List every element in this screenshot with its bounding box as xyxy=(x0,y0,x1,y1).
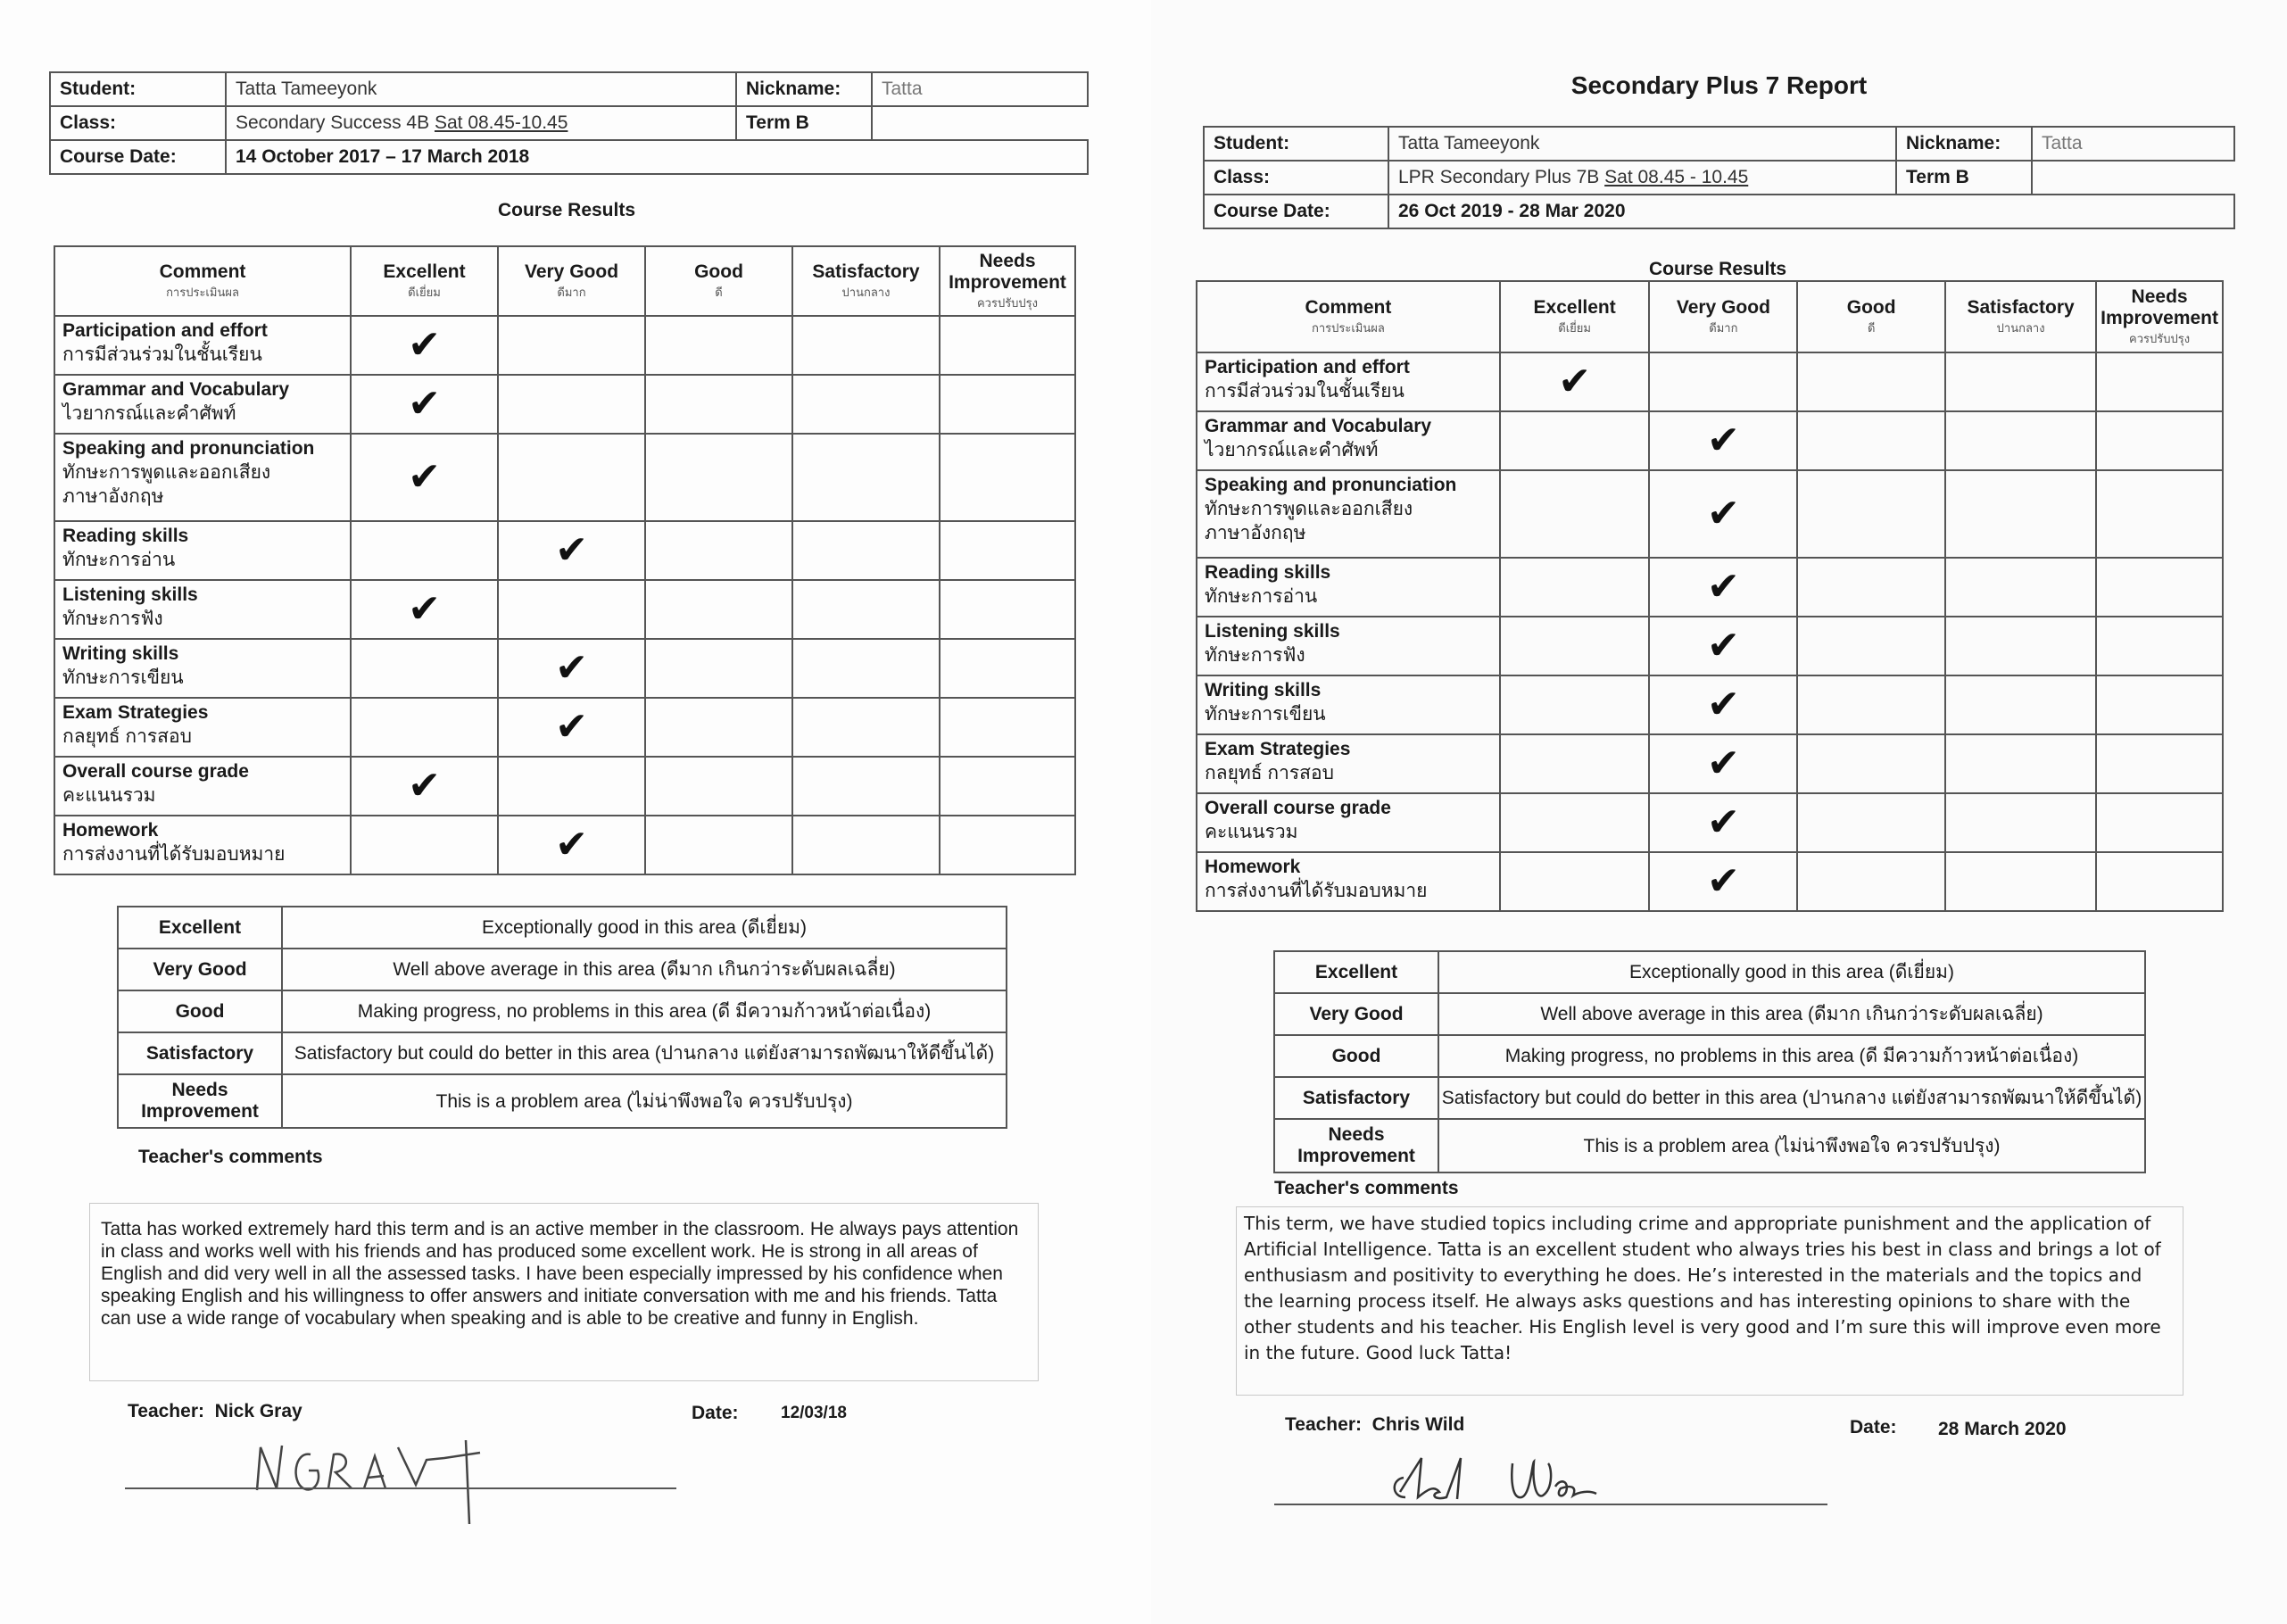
criterion-en: Speaking and pronunciation xyxy=(1205,475,1457,495)
criterion-th: การส่งงานที่ได้รับมอบหมาย xyxy=(1205,881,1428,901)
criterion-label xyxy=(54,375,351,434)
legend-term: Needs Improvement xyxy=(118,1074,282,1128)
legend-term: Satisfactory xyxy=(118,1032,282,1074)
rating-cell-good xyxy=(1797,558,1945,617)
nickname-label: Nickname: xyxy=(736,72,872,106)
rating-cell-needs-improvement xyxy=(2096,793,2223,852)
rating-cell-very-good xyxy=(498,639,645,698)
grade-legend-table xyxy=(1273,950,2146,1173)
criterion-label xyxy=(54,521,351,580)
check-mark-icon: ✔ xyxy=(408,382,441,426)
legend-term: Very Good xyxy=(1274,993,1438,1035)
rating-cell-good xyxy=(645,757,792,816)
legend-row xyxy=(1274,1035,2145,1077)
course-results-heading: Course Results xyxy=(497,200,636,220)
check-mark-icon: ✔ xyxy=(1706,418,1740,462)
rating-cell-good xyxy=(1797,675,1945,734)
header-very-good: Very Good ดีมาก xyxy=(1649,281,1797,352)
rating-cell-very-good xyxy=(498,580,645,639)
rating-cell-excellent xyxy=(1500,734,1650,793)
rating-cell-needs-improvement xyxy=(940,316,1075,375)
legend-row xyxy=(118,1032,1007,1074)
legend-term: Good xyxy=(118,990,282,1032)
teacher-comment-text: Tatta has worked extremely hard this term and is an active member in the classroom. He always pays attention in class and works well with his friends and has produced some excellent work. He is strong in all areas of English and did very well in all the assessed tasks. I have been especially impressed by his confidence when speaking English and his willingness to offer answers and initiate conversation with me and his friends. Tatta can use a wide range of vocabulary when speaking and is able to be creative and funny in English. xyxy=(89,1203,1039,1381)
criterion-en: Speaking and pronunciation xyxy=(62,438,315,459)
check-mark-icon: ✔ xyxy=(1706,683,1740,726)
legend-term: Satisfactory xyxy=(1274,1077,1438,1119)
student-label: Student: xyxy=(1204,127,1388,161)
legend-description: Making progress, no problems in this area (ดี มีความก้าวหน้าต่อเนื่อง) xyxy=(282,990,1007,1032)
criterion-th: ทักษะการพูดและออกเสียงภาษาอังกฤษ xyxy=(62,462,271,507)
legend-description: Satisfactory but could do better in this area (ปานกลาง แต่ยังสามารถพัฒนาให้ดีขึ้นได้) xyxy=(282,1032,1007,1074)
criterion-en: Writing skills xyxy=(1205,680,1322,700)
student-info-table xyxy=(49,71,1089,175)
check-mark-icon: ✔ xyxy=(555,646,588,690)
results-row xyxy=(54,698,1075,757)
criterion-th: การมีส่วนร่วมในชั้นเรียน xyxy=(62,344,262,365)
legend-row xyxy=(1274,1077,2145,1119)
results-row xyxy=(54,316,1075,375)
legend-description: Exceptionally good in this area (ดีเยี่ยม) xyxy=(1438,951,2145,993)
criterion-label xyxy=(54,316,351,375)
rating-cell-satisfactory xyxy=(1945,352,2096,411)
teacher-name: Chris Wild xyxy=(1371,1414,1465,1435)
rating-cell-very-good xyxy=(1649,617,1797,675)
criterion-th: ทักษะการพูดและออกเสียงภาษาอังกฤษ xyxy=(1205,499,1413,543)
results-row xyxy=(1197,558,2223,617)
criterion-th: ทักษะการอ่าน xyxy=(1205,586,1318,607)
criterion-label xyxy=(54,639,351,698)
results-row xyxy=(1197,852,2223,911)
rating-cell-satisfactory xyxy=(792,757,940,816)
rating-cell-excellent xyxy=(351,580,498,639)
rating-cell-very-good xyxy=(1649,352,1797,411)
check-mark-icon: ✔ xyxy=(408,764,441,808)
header-satisfactory: Satisfactory ปานกลาง xyxy=(1945,281,2096,352)
results-row xyxy=(54,521,1075,580)
criterion-th: ทักษะการเขียน xyxy=(1205,704,1326,725)
legend-rows xyxy=(118,907,1007,1128)
legend-row xyxy=(118,990,1007,1032)
rating-cell-needs-improvement xyxy=(940,580,1075,639)
rating-cell-good xyxy=(645,375,792,434)
criterion-en: Overall course grade xyxy=(62,761,249,782)
date-label: Date: xyxy=(1850,1417,1897,1438)
rating-cell-needs-improvement xyxy=(940,375,1075,434)
criterion-label xyxy=(1197,617,1500,675)
signature-line xyxy=(125,1487,676,1489)
rating-cell-very-good xyxy=(498,757,645,816)
rating-cell-good xyxy=(645,580,792,639)
check-mark-icon: ✔ xyxy=(1706,859,1740,903)
rating-cell-excellent xyxy=(1500,411,1650,470)
nickname-value: Tatta xyxy=(872,72,1088,106)
rating-cell-excellent xyxy=(1500,793,1650,852)
criterion-label xyxy=(54,434,351,521)
rating-cell-good xyxy=(645,639,792,698)
date-label: Date: xyxy=(692,1403,739,1423)
legend-term: Excellent xyxy=(118,907,282,949)
rating-cell-very-good xyxy=(498,434,645,521)
legend-description: Well above average in this area (ดีมาก เกินกว่าระดับผลเฉลี่ย) xyxy=(282,949,1007,990)
class-label: Class: xyxy=(50,106,226,140)
criterion-th: ทักษะการฟัง xyxy=(1205,645,1305,666)
results-row xyxy=(1197,675,2223,734)
criterion-label xyxy=(1197,470,1500,558)
criterion-en: Writing skills xyxy=(62,643,179,664)
criterion-th: การส่งงานที่ได้รับมอบหมาย xyxy=(62,844,286,865)
rating-cell-good xyxy=(1797,411,1945,470)
rating-cell-very-good xyxy=(498,316,645,375)
results-row xyxy=(54,375,1075,434)
criterion-label xyxy=(54,580,351,639)
criterion-label xyxy=(1197,734,1500,793)
rating-cell-very-good xyxy=(1649,852,1797,911)
rating-cell-good xyxy=(645,434,792,521)
criterion-label xyxy=(1197,793,1500,852)
rating-cell-good xyxy=(1797,852,1945,911)
results-row xyxy=(1197,793,2223,852)
check-mark-icon: ✔ xyxy=(555,528,588,572)
check-mark-icon: ✔ xyxy=(1706,624,1740,667)
rating-cell-excellent xyxy=(1500,675,1650,734)
course-results-table xyxy=(1196,280,2224,912)
rating-cell-excellent xyxy=(351,375,498,434)
header-satisfactory: Satisfactory ปานกลาง xyxy=(792,246,940,316)
criterion-en: Exam Strategies xyxy=(1205,739,1351,759)
check-mark-icon: ✔ xyxy=(408,323,441,367)
rating-cell-needs-improvement xyxy=(2096,617,2223,675)
teachers-comments-heading: Teacher's comments xyxy=(1274,1178,1459,1198)
header-good: Good ดี xyxy=(645,246,792,316)
criterion-en: Grammar and Vocabulary xyxy=(62,379,290,400)
criterion-label xyxy=(54,816,351,874)
results-row xyxy=(54,757,1075,816)
rating-cell-good xyxy=(645,521,792,580)
teacher-label: Teacher: xyxy=(1285,1414,1362,1435)
rating-cell-very-good xyxy=(498,816,645,874)
criterion-en: Exam Strategies xyxy=(62,702,209,723)
legend-description: This is a problem area (ไม่น่าพึงพอใจ ควรปรับปรุง) xyxy=(282,1074,1007,1128)
results-row xyxy=(1197,411,2223,470)
rating-cell-excellent xyxy=(351,698,498,757)
rating-cell-satisfactory xyxy=(1945,617,2096,675)
rating-cell-needs-improvement xyxy=(2096,411,2223,470)
legend-description: Exceptionally good in this area (ดีเยี่ยม) xyxy=(282,907,1007,949)
rating-cell-excellent xyxy=(1500,470,1650,558)
class-value xyxy=(226,106,736,140)
rating-cell-satisfactory xyxy=(792,698,940,757)
header-excellent: Excellent ดีเยี่ยม xyxy=(351,246,498,316)
criterion-en: Overall course grade xyxy=(1205,798,1391,818)
rating-cell-satisfactory xyxy=(792,580,940,639)
rating-cell-good xyxy=(645,816,792,874)
student-name: Tatta Tameeyonk xyxy=(226,72,736,106)
nickname-value: Tatta xyxy=(2032,127,2234,161)
rating-cell-needs-improvement xyxy=(940,816,1075,874)
legend-description: Making progress, no problems in this area (ดี มีความก้าวหน้าต่อเนื่อง) xyxy=(1438,1035,2145,1077)
rating-cell-satisfactory xyxy=(1945,411,2096,470)
legend-description: Well above average in this area (ดีมาก เกินกว่าระดับผลเฉลี่ย) xyxy=(1438,993,2145,1035)
class-time: Sat 08.45-10.45 xyxy=(434,112,568,133)
results-row xyxy=(54,434,1075,521)
rating-cell-satisfactory xyxy=(792,316,940,375)
legend-row xyxy=(118,1074,1007,1128)
rating-cell-very-good xyxy=(1649,470,1797,558)
rating-cell-satisfactory xyxy=(1945,852,2096,911)
rating-cell-excellent xyxy=(351,816,498,874)
report-page-right xyxy=(1151,0,2287,1624)
rating-cell-very-good xyxy=(1649,734,1797,793)
criterion-en: Participation and effort xyxy=(62,320,268,341)
rating-cell-good xyxy=(645,698,792,757)
rating-cell-needs-improvement xyxy=(940,639,1075,698)
course-date-label: Course Date: xyxy=(50,140,226,174)
rating-cell-satisfactory xyxy=(792,816,940,874)
check-mark-icon: ✔ xyxy=(555,705,588,749)
legend-description: Satisfactory but could do better in this area (ปานกลาง แต่ยังสามารถพัฒนาให้ดีขึ้นได้) xyxy=(1438,1077,2145,1119)
criterion-label xyxy=(1197,558,1500,617)
legend-rows xyxy=(1274,951,2145,1172)
rating-cell-excellent xyxy=(1500,852,1650,911)
results-row xyxy=(1197,352,2223,411)
rating-cell-satisfactory xyxy=(792,434,940,521)
criterion-th: ทักษะการอ่าน xyxy=(62,550,176,570)
header-good: Good ดี xyxy=(1797,281,1945,352)
rating-cell-excellent xyxy=(1500,558,1650,617)
rating-cell-satisfactory xyxy=(1945,558,2096,617)
criterion-th: ไวยากรณ์และคำศัพท์ xyxy=(62,403,236,424)
rating-cell-good xyxy=(645,316,792,375)
rating-cell-good xyxy=(1797,470,1945,558)
rating-cell-good xyxy=(1797,352,1945,411)
rating-cell-needs-improvement xyxy=(940,434,1075,521)
criterion-th: กลยุทธ์ การสอบ xyxy=(62,726,192,747)
rating-cell-needs-improvement xyxy=(2096,352,2223,411)
header-needs-improvement: Needs Improvement ควรปรับปรุง xyxy=(940,246,1075,316)
rating-cell-satisfactory xyxy=(1945,734,2096,793)
results-row xyxy=(1197,734,2223,793)
criterion-th: การมีส่วนร่วมในชั้นเรียน xyxy=(1205,381,1405,402)
term-value: Term B xyxy=(1896,161,2032,195)
criterion-en: Reading skills xyxy=(1205,562,1331,583)
criterion-en: Participation and effort xyxy=(1205,357,1410,377)
criterion-en: Listening skills xyxy=(62,584,198,605)
rating-cell-excellent xyxy=(351,639,498,698)
class-name: LPR Secondary Plus 7B xyxy=(1398,167,1600,187)
header-needs-improvement: Needs Improvement ควรปรับปรุง xyxy=(2096,281,2223,352)
class-label: Class: xyxy=(1204,161,1388,195)
teacher-signoff xyxy=(128,1401,302,1422)
rating-cell-satisfactory xyxy=(792,639,940,698)
legend-term: Good xyxy=(1274,1035,1438,1077)
class-name: Secondary Success 4B xyxy=(236,112,430,133)
student-info-table xyxy=(1203,126,2235,229)
check-mark-icon: ✔ xyxy=(1558,360,1592,403)
check-mark-icon: ✔ xyxy=(1706,565,1740,609)
teacher-signature xyxy=(241,1428,518,1526)
grade-legend-table xyxy=(117,906,1007,1129)
teacher-signature xyxy=(1379,1446,1611,1517)
rating-cell-excellent xyxy=(351,521,498,580)
results-row xyxy=(54,580,1075,639)
criterion-en: Reading skills xyxy=(62,526,189,546)
nickname-label: Nickname: xyxy=(1896,127,2032,161)
check-mark-icon: ✔ xyxy=(408,587,441,631)
rating-cell-needs-improvement xyxy=(940,521,1075,580)
legend-term: Excellent xyxy=(1274,951,1438,993)
criterion-label xyxy=(1197,352,1500,411)
criterion-label xyxy=(1197,411,1500,470)
rating-cell-needs-improvement xyxy=(2096,734,2223,793)
check-mark-icon: ✔ xyxy=(1706,742,1740,785)
criterion-en: Homework xyxy=(62,820,159,841)
rating-cell-needs-improvement xyxy=(2096,675,2223,734)
date-value: 12/03/18 xyxy=(781,1404,847,1422)
criterion-label xyxy=(1197,852,1500,911)
teacher-signoff xyxy=(1285,1414,1464,1436)
teacher-name: Nick Gray xyxy=(214,1401,302,1421)
check-mark-icon: ✔ xyxy=(1706,492,1740,535)
legend-row xyxy=(1274,993,2145,1035)
header-comment: Comment การประเมินผล xyxy=(1197,281,1500,352)
criterion-th: กลยุทธ์ การสอบ xyxy=(1205,763,1334,783)
class-value xyxy=(1388,161,1896,195)
criterion-th: ไวยากรณ์และคำศัพท์ xyxy=(1205,440,1379,460)
teacher-label: Teacher: xyxy=(128,1401,204,1421)
rating-cell-excellent xyxy=(1500,617,1650,675)
course-date-value: 26 Oct 2019 - 28 Mar 2020 xyxy=(1388,195,2234,228)
course-results-table xyxy=(54,245,1076,875)
course-date-value: 14 October 2017 – 17 March 2018 xyxy=(226,140,1088,174)
signature-line xyxy=(1274,1504,1827,1505)
check-mark-icon: ✔ xyxy=(1706,800,1740,844)
header-excellent: Excellent ดีเยี่ยม xyxy=(1500,281,1650,352)
criterion-th: ทักษะการเขียน xyxy=(62,667,184,688)
rating-cell-satisfactory xyxy=(1945,675,2096,734)
criterion-en: Listening skills xyxy=(1205,621,1340,642)
legend-row xyxy=(118,949,1007,990)
rating-cell-satisfactory xyxy=(1945,470,2096,558)
rating-cell-very-good xyxy=(1649,675,1797,734)
teacher-comment-text: This term, we have studied topics including crime and appropriate punishment and the application of Artificial Intelligence. Tatta is an excellent student who always tries his best in class and brings a lot of enthusiasm and positivity to everything he does. He’s interested in the materials and the topics and the learning process itself. He always asks questions and has interesting opinions to share with the other students and his teacher. His English level is very good and I’m sure this will improve even more in the future. Good luck Tatta! xyxy=(1236,1206,2183,1396)
rating-cell-very-good xyxy=(498,521,645,580)
rating-cell-needs-improvement xyxy=(940,698,1075,757)
rating-cell-excellent xyxy=(351,316,498,375)
rating-cell-very-good xyxy=(1649,411,1797,470)
check-mark-icon: ✔ xyxy=(408,455,441,499)
term-value: Term B xyxy=(736,106,872,140)
rating-cell-good xyxy=(1797,734,1945,793)
legend-term: Needs Improvement xyxy=(1274,1119,1438,1172)
rating-cell-needs-improvement xyxy=(940,757,1075,816)
rating-cell-needs-improvement xyxy=(2096,470,2223,558)
legend-row xyxy=(1274,951,2145,993)
legend-row xyxy=(1274,1119,2145,1172)
teachers-comments-heading: Teacher's comments xyxy=(138,1147,323,1167)
course-date-label: Course Date: xyxy=(1204,195,1388,228)
rating-cell-satisfactory xyxy=(792,521,940,580)
report-title: Secondary Plus 7 Report xyxy=(1570,71,1868,99)
course-results-heading: Course Results xyxy=(1648,259,1787,279)
student-name: Tatta Tameeyonk xyxy=(1388,127,1896,161)
rating-cell-needs-improvement xyxy=(2096,852,2223,911)
criterion-th: ทักษะการฟัง xyxy=(62,609,163,629)
rating-cell-very-good xyxy=(498,698,645,757)
rating-cell-good xyxy=(1797,617,1945,675)
rating-cell-excellent xyxy=(351,434,498,521)
rating-cell-excellent xyxy=(351,757,498,816)
criterion-en: Homework xyxy=(1205,857,1301,877)
legend-term: Very Good xyxy=(118,949,282,990)
criterion-en: Grammar and Vocabulary xyxy=(1205,416,1432,436)
results-rows xyxy=(54,316,1075,874)
results-row xyxy=(54,816,1075,874)
criterion-label xyxy=(54,757,351,816)
header-comment: Comment การประเมินผล xyxy=(54,246,351,316)
date-value: 28 March 2020 xyxy=(1938,1419,2067,1439)
criterion-label xyxy=(54,698,351,757)
rating-cell-satisfactory xyxy=(792,375,940,434)
results-rows xyxy=(1197,352,2223,911)
criterion-th: คะแนนรวม xyxy=(62,785,156,806)
legend-description: This is a problem area (ไม่น่าพึงพอใจ ควรปรับปรุง) xyxy=(1438,1119,2145,1172)
results-row xyxy=(1197,617,2223,675)
rating-cell-very-good xyxy=(498,375,645,434)
results-row xyxy=(54,639,1075,698)
class-time: Sat 08.45 - 10.45 xyxy=(1604,167,1749,187)
header-very-good: Very Good ดีมาก xyxy=(498,246,645,316)
rating-cell-very-good xyxy=(1649,558,1797,617)
rating-cell-excellent xyxy=(1500,352,1650,411)
rating-cell-very-good xyxy=(1649,793,1797,852)
check-mark-icon: ✔ xyxy=(555,823,588,866)
results-row xyxy=(1197,470,2223,558)
student-label: Student: xyxy=(50,72,226,106)
rating-cell-good xyxy=(1797,793,1945,852)
criterion-label xyxy=(1197,675,1500,734)
legend-row xyxy=(118,907,1007,949)
rating-cell-needs-improvement xyxy=(2096,558,2223,617)
criterion-th: คะแนนรวม xyxy=(1205,822,1298,842)
rating-cell-satisfactory xyxy=(1945,793,2096,852)
